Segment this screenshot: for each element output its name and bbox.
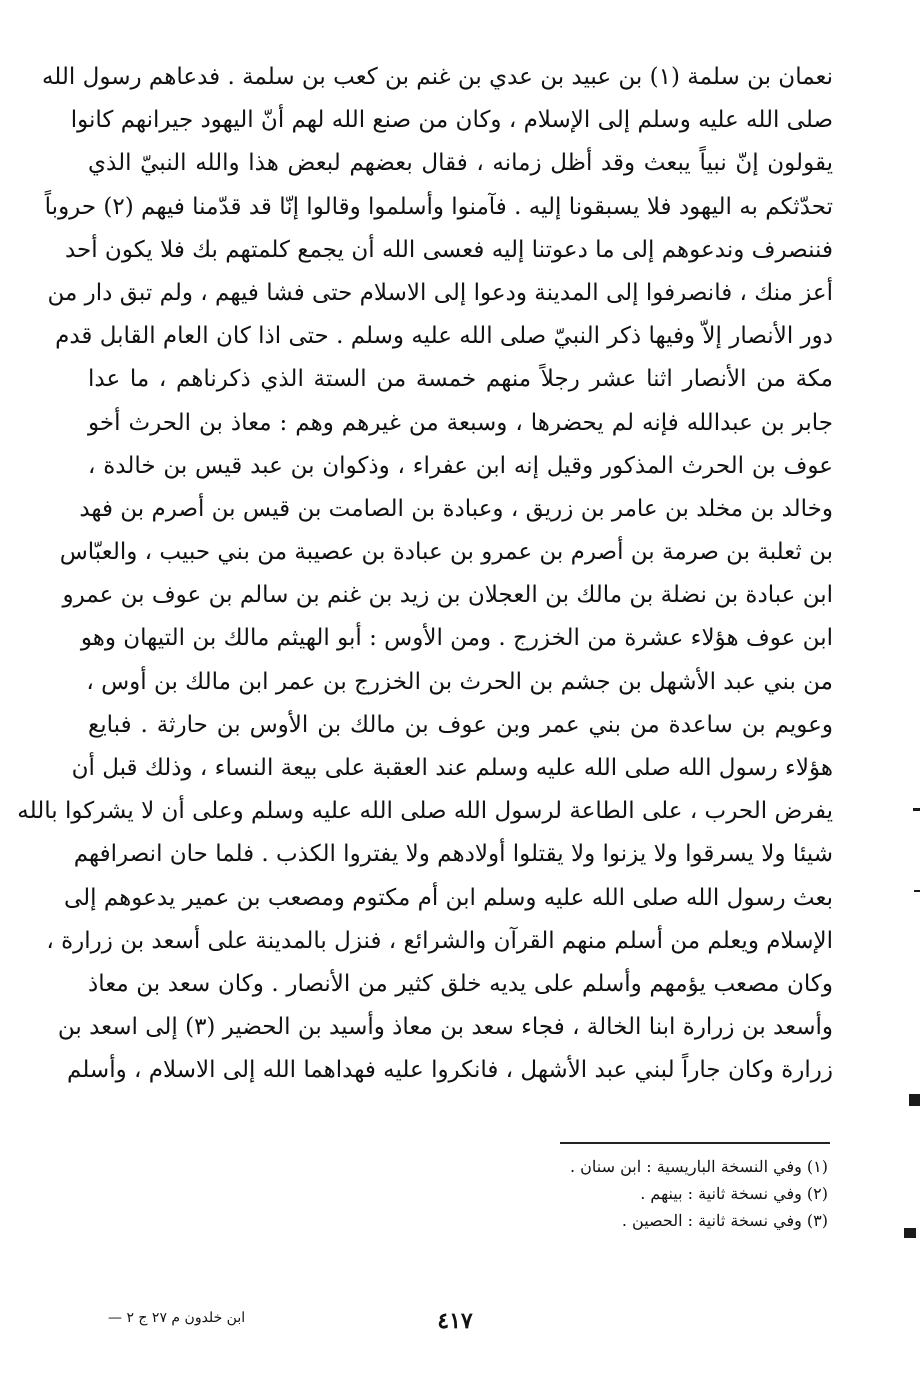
scan-speck <box>914 890 920 892</box>
text-line: دور الأنصار إلاّ وفيها ذكر النبيّ صلى الله عليه وسلم . حتى اذا كان العام القابل قدم <box>55 323 833 350</box>
text-line: وكان مصعب يؤمهم وأسلم على يديه خلق كثير من الأنصار . وكان سعد بن معاذ <box>88 970 833 997</box>
page-number: ٤١٧ <box>437 1308 473 1334</box>
scan-speck <box>913 808 920 811</box>
text-line: زرارة وكان جاراً لبني عبد الأشهل ، فانكروا عليه فهداهما الله إلى الاسلام ، وأسلم <box>67 1057 833 1084</box>
text-line: وأسعد بن زرارة ابنا الخالة ، فجاء سعد بن معاذ وأسيد بن الحضير (٣) إلى اسعد بن <box>57 1014 833 1041</box>
text-line: من بني عبد الأشهل بن جشم بن الحرث بن الخزرج بن عمر ابن مالك بن أوس ، <box>86 668 833 695</box>
text-line: بن ثعلبة بن صرمة بن أصرم بن عمرو بن عبادة بن عصيبة من بني حبيب ، والعبّاس <box>59 539 833 566</box>
main-text-block <box>17 56 833 1093</box>
text-line: مكة من الأنصار اثنا عشر رجلاً منهم خمسة من الستة الذي ذكرناهم ، ما عدا <box>88 366 833 393</box>
scan-speck <box>904 1228 916 1238</box>
text-line: يقولون إنّ نبياً يبعث وقد أظل زمانه ، فقال بعضهم لبعض هذا والله النبيّ الذي <box>88 150 833 177</box>
text-line: فننصرف وندعوهم إلى ما دعوتنا إليه فعسى الله أن يجمع كلمتهم بك فلا يكون أحد <box>64 236 833 263</box>
text-line: يفرض الحرب ، على الطاعة لرسول الله صلى الله عليه وسلم وعلى أن لا يشركوا بالله <box>17 798 833 825</box>
text-line: صلى الله عليه وسلم إلى الإسلام ، وكان من صنع الله لهم أنّ اليهود جيرانهم كانوا <box>70 107 833 134</box>
footnote-3: (٣) وفي نسخة ثانية : الحصين . <box>621 1211 828 1230</box>
text-line: شيئا ولا يسرقوا ولا يزنوا ولا يقتلوا أولادهم ولا يفتروا الكذب . فلما حان انصرافهم <box>73 841 833 868</box>
text-line: عوف بن الحرث المذكور وقيل إنه ابن عفراء ، وذكوان بن عبد قيس بن خالدة ، <box>88 452 833 479</box>
footnotes <box>328 1153 828 1234</box>
text-line: أعز منك ، فانصرفوا إلى المدينة ودعوا إلى الاسلام حتى فشا فيهم ، ولم تبق دار من <box>47 279 833 306</box>
text-line: وخالد بن مخلد بن عامر بن زريق ، وعبادة بن الصامت بن قيس بن أصرم بن فهد <box>79 495 833 522</box>
text-line: الإسلام ويعلم من أسلم منهم القرآن والشرائع ، فنزل بالمدينة على أسعد بن زرارة ، <box>46 927 833 954</box>
footnote-1: (١) وفي النسخة الباريسية : ابن سنان . <box>569 1157 828 1176</box>
text-line: ابن عبادة بن نضلة بن مالك بن العجلان بن زيد بن غنم بن سالم بن عوف بن عمرو <box>62 582 833 609</box>
text-line: وعويم بن ساعدة من بني عمر وبن عوف بن مالك بن الأوس بن حارثة . فبايع <box>88 711 833 738</box>
text-line: جابر بن عبدالله فإنه لم يحضرها ، وسبعة من غيرهم وهم : معاذ بن الحرث أخو <box>88 409 833 436</box>
text-line: ابن عوف هؤلاء عشرة من الخزرج . ومن الأوس : أبو الهيثم مالك بن التيهان وهو <box>80 625 833 652</box>
footnote-separator <box>560 1142 830 1144</box>
text-line: تحدّثكم به اليهود فلا يسبقونا إليه . فآمنوا وأسلموا وقالوا إنّا قد قدّمنا فيهم (٢) حروباً <box>44 193 833 220</box>
text-line: نعمان بن سلمة (١) بن عبيد بن عدي بن غنم بن كعب بن سلمة . فدعاهم رسول الله <box>41 64 833 90</box>
text-line: بعث رسول الله صلى الله عليه وسلم ابن أم مكتوم ومصعب بن عمير يدعوهم إلى <box>63 884 833 911</box>
printer-signature: ابن خلدون م ٢٧ ج ٢ — <box>108 1310 246 1326</box>
footnote-2: (٢) وفي نسخة ثانية : بينهم . <box>640 1184 828 1203</box>
scan-speck <box>909 1094 920 1106</box>
text-line: هؤلاء رسول الله صلى الله عليه وسلم عند العقبة على بيعة النساء ، وذلك قبل أن <box>71 755 833 781</box>
